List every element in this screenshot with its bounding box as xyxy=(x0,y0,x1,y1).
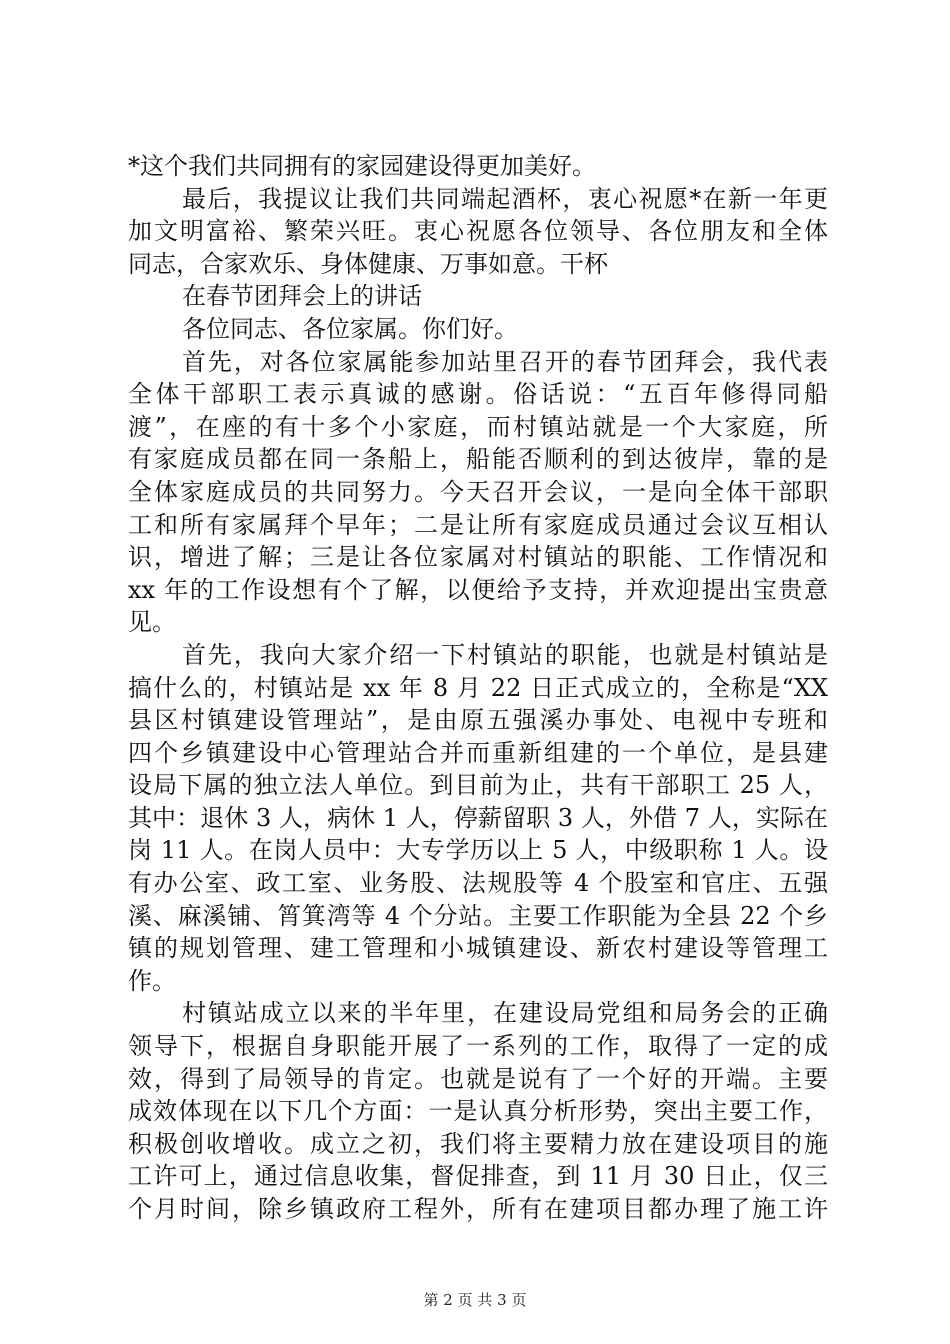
text-line: xx 年的工作设想有个了解，以便给予支持，并欢迎提出宝贵意 xyxy=(128,575,828,604)
text-line: 加文明富裕、繁荣兴旺。衷心祝愿各位领导、各位朋友和全体 xyxy=(128,217,828,246)
text-line: 镇的规划管理、建工管理和小城镇建设、新农村建设等管理工 xyxy=(128,934,828,963)
text-line: 县区村镇建设管理站”，是由原五强溪办事处、电视中专班和 xyxy=(128,706,828,735)
text-line: 同志，合家欢乐、身体健康、万事如意。干杯 xyxy=(128,249,608,278)
text-line: 效，得到了局领导的肯定。也就是说有了一个好的开端。主要 xyxy=(128,1064,828,1093)
text-line: 有家庭成员都在同一条船上，船能否顺利的到达彼岸，靠的是 xyxy=(128,445,828,474)
body-text xyxy=(128,150,828,1226)
text-line: 工许可上，通过信息收集，督促排查，到 11 月 30 日止，仅三 xyxy=(128,1162,828,1191)
text-line: 岗 11 人。在岗人员中：大专学历以上 5 人，中级职称 1 人。设 xyxy=(128,836,828,865)
text-line: 领导下，根据自身职能开展了一系列的工作，取得了一定的成 xyxy=(128,1032,828,1061)
text-line: 个月时间，除乡镇政府工程外，所有在建项目都办理了施工许 xyxy=(128,1195,828,1223)
text-line: *这个我们共同拥有的家园建设得更加美好。 xyxy=(128,152,596,180)
text-line: 在春节团拜会上的讲话 xyxy=(182,282,422,311)
text-line: 溪、麻溪铺、筲箕湾等 4 个分站。主要工作职能为全县 22 个乡 xyxy=(128,901,828,930)
page-footer: 第 2 页 共 3 页 xyxy=(423,1291,527,1309)
text-line: 有办公室、政工室、业务股、法规股等 4 个股室和官庄、五强 xyxy=(128,869,828,898)
text-line: 四个乡镇建设中心管理站合并而重新组建的一个单位，是县建 xyxy=(128,738,828,767)
text-line: 首先，我向大家介绍一下村镇站的职能，也就是村镇站是 xyxy=(182,640,828,669)
text-line: 识，增进了解；三是让各位家属对村镇站的职能、工作情况和 xyxy=(128,543,828,572)
text-line: 最后，我提议让我们共同端起酒杯，衷心祝愿*在新一年更 xyxy=(182,184,828,213)
text-line: 成效体现在以下几个方面：一是认真分析形势，突出主要工作， xyxy=(128,1097,828,1126)
text-line: 首先，对各位家属能参加站里召开的春节团拜会，我代表 xyxy=(182,347,828,376)
text-line: 作。 xyxy=(128,966,176,995)
text-line: 工和所有家属拜个早年；二是让所有家庭成员通过会议互相认 xyxy=(128,510,828,539)
text-line: 全体干部职工表示真诚的感谢。俗话说：“五百年修得同船 xyxy=(128,380,828,409)
text-line: 渡”，在座的有十多个小家庭，而村镇站就是一个大家庭，所 xyxy=(128,412,828,441)
text-line: 全体家庭成员的共同努力。今天召开会议，一是向全体干部职 xyxy=(128,477,828,506)
text-line: 积极创收增收。成立之初，我们将主要精力放在建设项目的施 xyxy=(128,1129,828,1158)
text-line: 见。 xyxy=(128,608,176,637)
text-line: 村镇站成立以来的半年里，在建设局党组和局务会的正确 xyxy=(182,999,828,1028)
text-line: 搞什么的，村镇站是 xx 年 8 月 22 日正式成立的，全称是“XX xyxy=(128,673,828,702)
text-line: 各位同志、各位家属。你们好。 xyxy=(182,314,518,343)
text-line: 其中：退休 3 人，病休 1 人，停薪留职 3 人，外借 7 人，实际在 xyxy=(128,803,828,832)
text-line: 设局下属的独立法人单位。到目前为止，共有干部职工 25 人， xyxy=(128,771,828,800)
